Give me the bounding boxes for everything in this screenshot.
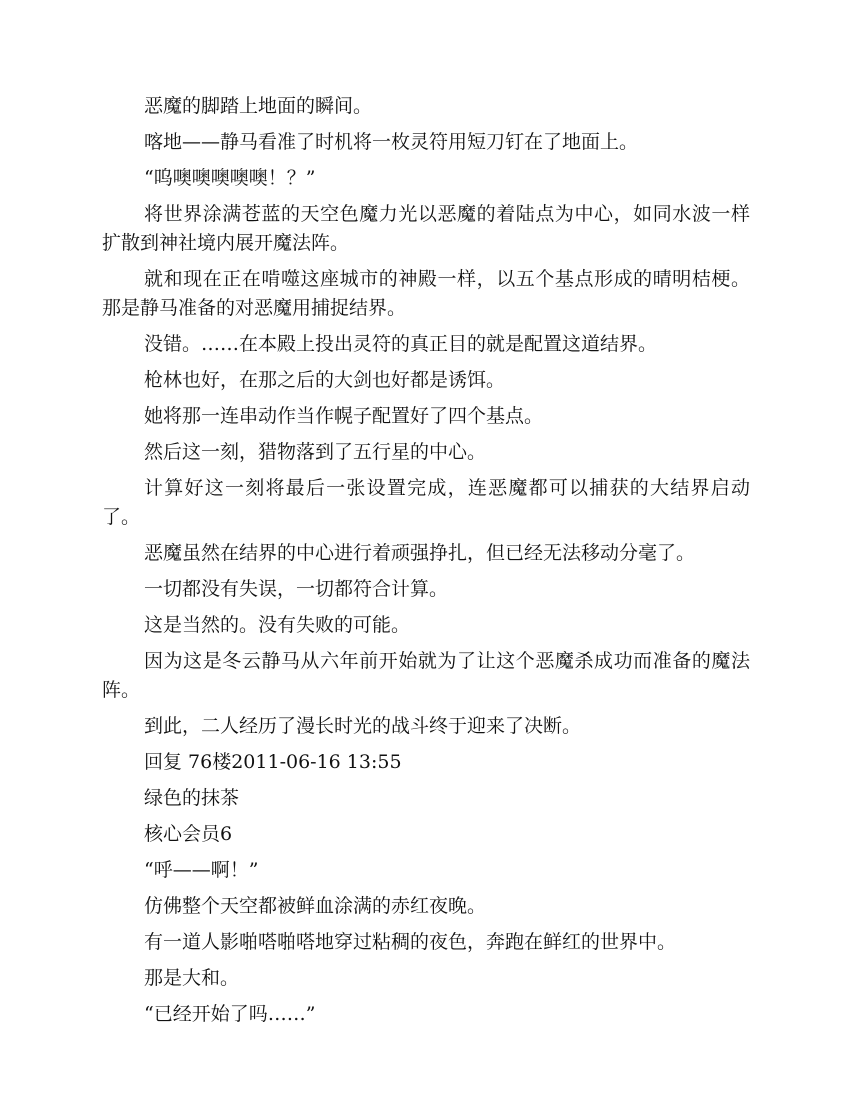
author-name: 绿色的抹茶 bbox=[144, 787, 240, 809]
paragraph: 这是当然的。没有失败的可能。 bbox=[144, 614, 411, 636]
paragraph: 就和现在正在啃噬这座城市的神殿一样，以五个基点形成的晴明桔梗。那是静马准备的对恶魔用捕捉结界。 bbox=[102, 268, 750, 319]
paragraph: 恶魔的脚踏上地面的瞬间。 bbox=[144, 95, 373, 117]
paragraph: 计算好这一刻将最后一张设置完成，连恶魔都可以捕获的大结界启动了。 bbox=[102, 477, 750, 528]
paragraph: 有一道人影啪嗒啪嗒地穿过粘稠的夜色，奔跑在鲜红的世界中。 bbox=[144, 931, 677, 953]
paragraph: “呜噢噢噢噢噢！？” bbox=[144, 167, 316, 189]
paragraph: 没错。……在本殿上投出灵符的真正目的就是配置这道结界。 bbox=[144, 333, 658, 355]
paragraph: 她将那一连串动作当作幌子配置好了四个基点。 bbox=[144, 405, 544, 427]
paragraph: 枪林也好，在那之后的大剑也好都是诱饵。 bbox=[144, 369, 506, 391]
paragraph: 恶魔虽然在结界的中心进行着顽强挣扎，但已经无法移动分毫了。 bbox=[144, 542, 696, 564]
paragraph: 到此，二人经历了漫长时光的战斗终于迎来了决断。 bbox=[144, 715, 582, 737]
paragraph: 喀地——静马看准了时机将一枚灵符用短刀钉在了地面上。 bbox=[144, 131, 639, 153]
paragraph: 因为这是冬云静马从六年前开始就为了让这个恶魔杀成功而准备的魔法阵。 bbox=[102, 650, 750, 701]
paragraph: “已经开始了吗……” bbox=[144, 1003, 316, 1025]
reply-meta-line: 回复 76楼2011-06-16 13:55 bbox=[144, 751, 402, 773]
paragraph: 一切都没有失误，一切都符合计算。 bbox=[144, 578, 449, 600]
author-rank: 核心会员6 bbox=[144, 823, 233, 845]
paragraph: “呼——啊！” bbox=[144, 859, 259, 881]
paragraph: 将世界涂满苍蓝的天空色魔力光以恶魔的着陆点为中心，如同水波一样扩散到神社境内展开魔法阵。 bbox=[102, 203, 750, 254]
paragraph: 那是大和。 bbox=[144, 967, 240, 989]
paragraph: 仿佛整个天空都被鲜血涂满的赤红夜晚。 bbox=[144, 895, 487, 917]
document-body bbox=[102, 92, 750, 1036]
paragraph: 然后这一刻，猎物落到了五行星的中心。 bbox=[144, 441, 487, 463]
